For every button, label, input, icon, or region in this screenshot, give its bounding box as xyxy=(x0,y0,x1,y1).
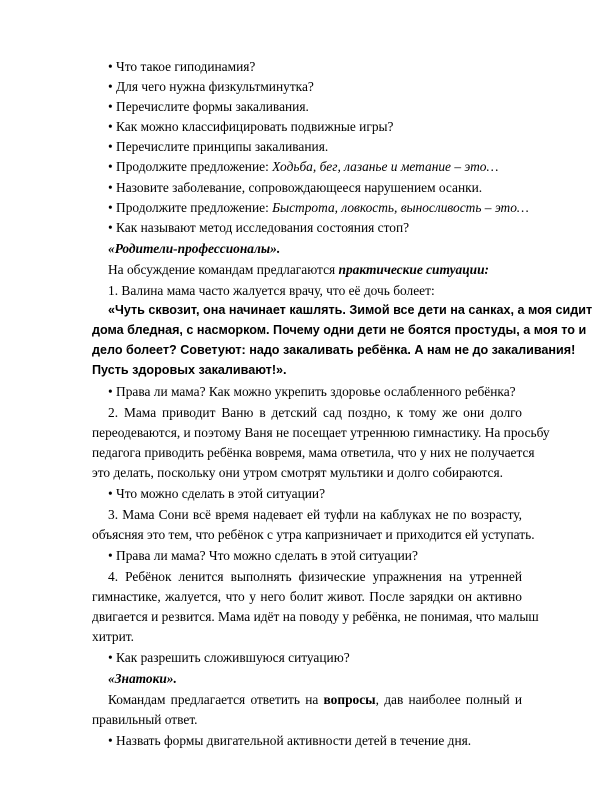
intro-text: На обсуждение командам предлагаются практические ситуации: xyxy=(108,262,490,277)
situation-line: 3. Мама Сони всё время надевает ей туфли на каблуках не по возрасту, xyxy=(108,507,522,522)
question-item: • Что можно сделать в этой ситуации? xyxy=(108,486,326,501)
quote-line: дома бледная, с насморком. Почему одни дети не боятся простуды, а моя то и xyxy=(92,323,587,337)
section-heading: «Знатоки». xyxy=(108,671,177,686)
question-item: • Перечислите формы закаливания. xyxy=(108,99,309,114)
situation-line: хитрит. xyxy=(92,629,134,644)
situation-line: переодеваются, и поэтому Ваня не посещает утреннюю гимнастику. На просьбу xyxy=(92,425,550,440)
situation-line: 2. Мама приводит Ваню в детский сад поздно, к тому же они долго xyxy=(108,405,522,420)
section-heading: «Родители-профессионалы». xyxy=(108,241,281,256)
quote-line: Пусть здоровых закаливают!». xyxy=(92,363,287,377)
situation-line: объясняя это тем, что ребёнок с утра капризничает и приходится ей уступать. xyxy=(92,527,535,542)
quote-line: «Чуть сквозит, она начинает кашлять. Зимой все дети на санках, а моя сидит xyxy=(108,303,593,317)
situation-line: 4. Ребёнок ленится выполнять физические упражнения на утренней xyxy=(108,569,522,584)
situation-line: гимнастике, жалуется, что у него болит живот. После зарядки он активно xyxy=(92,589,522,604)
question-item: • Что такое гиподинамия? xyxy=(108,59,256,74)
question-item: • Как называют метод исследования состояния стоп? xyxy=(108,220,410,235)
question-item: • Права ли мама? Что можно сделать в этой ситуации? xyxy=(108,548,418,563)
question-item: • Как можно классифицировать подвижные игры? xyxy=(108,119,394,134)
situation-line: это делать, поскольку они утром смотрят мультики и долго собираются. xyxy=(92,465,504,480)
intro-text: Командам предлагается ответить на вопросы, дав наиболее полный и xyxy=(108,692,523,707)
question-item: • Права ли мама? Как можно укрепить здоровье ослабленного ребёнка? xyxy=(108,384,516,399)
question-item: • Назовите заболевание, сопровождающееся нарушением осанки. xyxy=(108,180,483,195)
situation-text: 1. Валина мама часто жалуется врачу, что её дочь болеет: xyxy=(108,283,435,298)
question-item: • Для чего нужна физкультминутка? xyxy=(108,79,314,94)
question-item: • Назвать формы двигательной активности детей в течение дня. xyxy=(108,733,472,748)
question-item: • Продолжите предложение: Быстрота, ловкость, выносливость – это… xyxy=(108,200,529,215)
question-item: • Продолжите предложение: Ходьба, бег, лазанье и метание – это… xyxy=(108,159,499,174)
question-item: • Перечислите принципы закаливания. xyxy=(108,139,329,154)
question-item: • Как разрешить сложившуюся ситуацию? xyxy=(108,650,350,665)
situation-line: двигается и резвится. Мама идёт на поводу у ребёнка, не понимая, что малыш xyxy=(92,609,539,624)
intro-text: правильный ответ. xyxy=(92,712,198,727)
quote-line: дело болеет? Советуют: надо закаливать ребёнка. А нам не до закаливания! xyxy=(92,343,576,357)
situation-line: педагога приводить ребёнка вовремя, мама ответила, что у них не получается xyxy=(92,445,535,460)
